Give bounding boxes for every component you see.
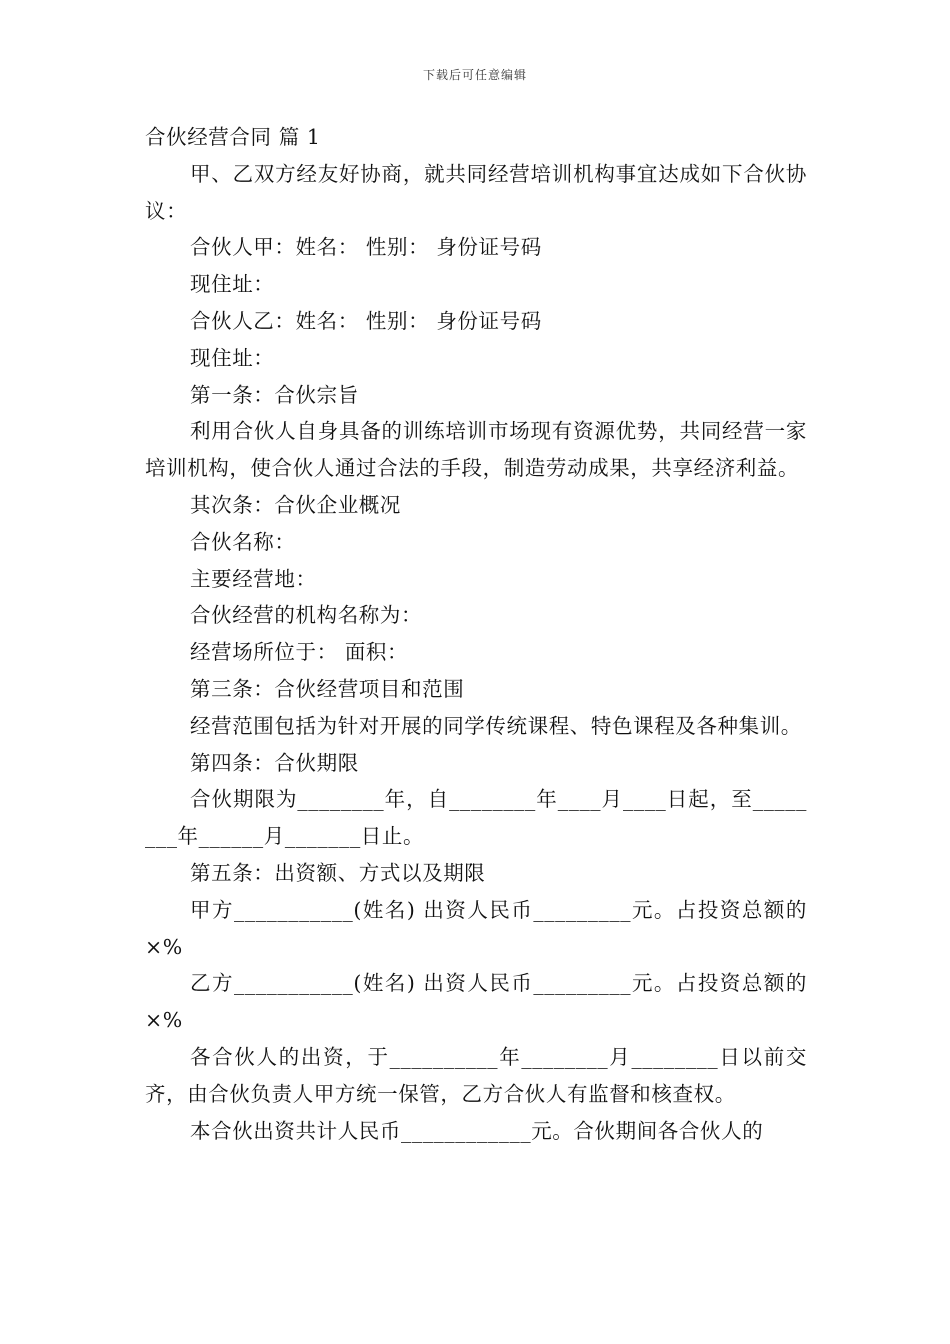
paragraph-partner-b: 合伙人乙：姓名： 性别： 身份证号码 — [190, 308, 542, 333]
article-5-heading: 第五条：出资额、方式以及期限 — [190, 860, 486, 885]
article-5-party-b: 乙方___________(姓名) 出资人民币_________元。占投资总额的×% — [145, 971, 807, 1033]
article-4-body: 合伙期限为________年，自________年____月____日起，至________年______月_______日止。 — [145, 787, 807, 849]
article-5-party-a: 甲方___________(姓名) 出资人民币_________元。占投资总额的×% — [145, 897, 807, 959]
paragraph-intro: 甲、乙双方经友好协商，就共同经营培训机构事宜达成如下合伙协议： — [145, 161, 807, 223]
article-5-deadline: 各合伙人的出资，于__________年________月________日以前交齐，由合伙负责人甲方统一保管，乙方合伙人有监督和核查权。 — [145, 1044, 807, 1106]
document-body — [145, 119, 807, 1149]
article-4-heading: 第四条：合伙期限 — [190, 750, 359, 775]
paragraph-address-b: 现住址： — [190, 345, 275, 370]
article-5-total: 本合伙出资共计人民币____________元。合伙期间各合伙人的 — [190, 1118, 764, 1143]
paragraph-partner-a: 合伙人甲：姓名： 性别： 身份证号码 — [190, 235, 542, 260]
article-2-premises: 经营场所位于： 面积： — [190, 640, 409, 665]
document-title: 合伙经营合同 篇 1 — [145, 125, 321, 149]
paragraph-address-a: 现住址： — [190, 272, 275, 297]
article-1-body: 利用合伙人自身具备的训练培训市场现有资源优势，共同经营一家培训机构，使合伙人通过合法的手段，制造劳动成果，共享经济利益。 — [145, 419, 807, 481]
article-1-heading: 第一条：合伙宗旨 — [190, 382, 359, 407]
article-2-name: 合伙名称： — [190, 529, 296, 554]
article-2-location: 主要经营地： — [190, 566, 317, 591]
article-2-org-name: 合伙经营的机构名称为： — [190, 603, 423, 628]
article-3-heading: 第三条：合伙经营项目和范围 — [190, 676, 465, 701]
header-note: 下载后可任意编辑 — [422, 68, 527, 82]
article-3-body: 经营范围包括为针对开展的同学传统课程、特色课程及各种集训。 — [190, 713, 802, 738]
article-2-heading: 其次条：合伙企业概况 — [190, 492, 401, 517]
